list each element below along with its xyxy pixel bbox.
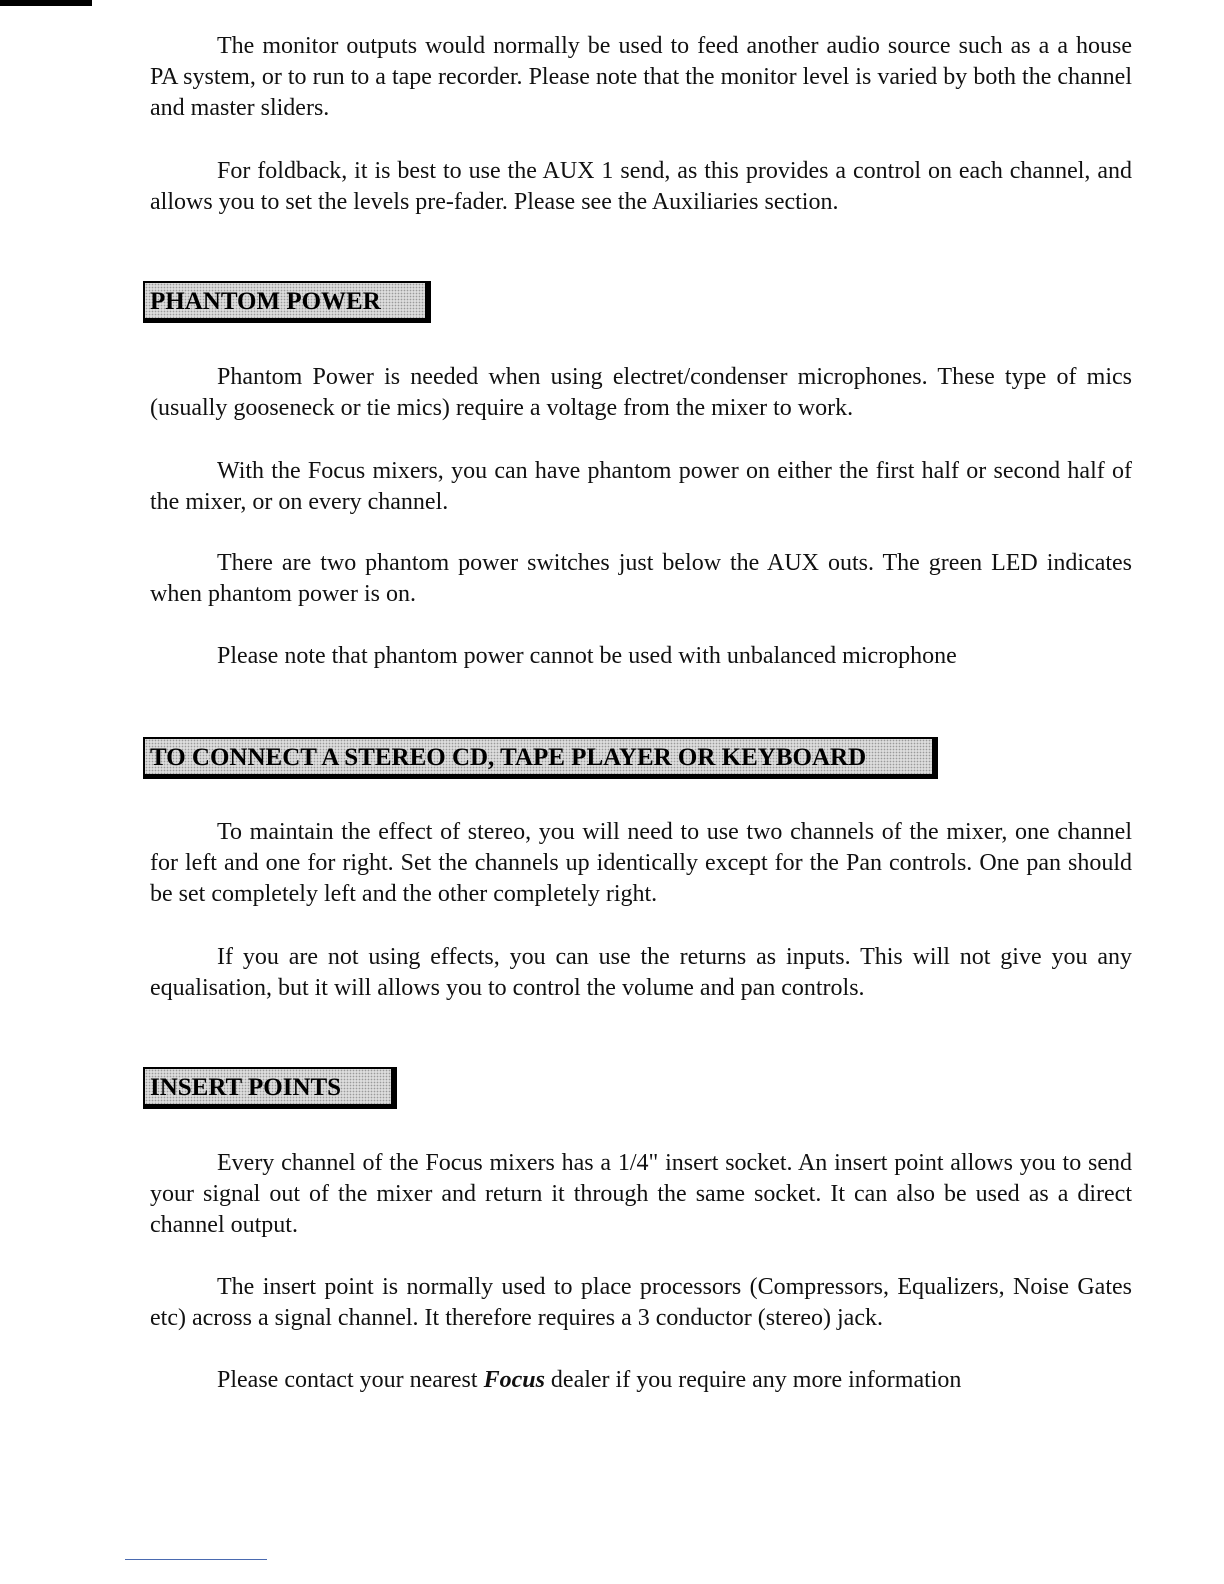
contact-text-before: Please contact your nearest <box>217 1367 484 1393</box>
heading-insert-points: INSERT POINTS <box>143 1067 397 1109</box>
foldback-paragraph: For foldback, it is best to use the AUX 1 send, as this provides a control on each channel, and allows you to set the levels pre-fader. Please see the Auxiliaries section. <box>150 158 1132 215</box>
stereo-channels-paragraph: To maintain the effect of stereo, you will need to use two channels of the mixer, one channel for left and one for right. Set the channels up identically except for the Pan controls. One pan should be set completely left and the other completely right. <box>150 819 1132 907</box>
contact-text-after: dealer if you require any more information <box>544 1367 962 1393</box>
phantom-focus-paragraph: With the Focus mixers, you can have phantom power on either the first half or second half of the mixer, or on every channel. <box>150 458 1132 515</box>
contact-dealer-paragraph <box>150 1365 1132 1396</box>
monitor-outputs-paragraph: The monitor outputs would normally be used to feed another audio source such as a a house PA system, or to run to a tape recorder. Please note that the monitor level is varied by both the channel and master sliders. <box>150 33 1132 121</box>
brand-focus: Focus <box>483 1367 545 1393</box>
phantom-intro-paragraph: Phantom Power is needed when using electret/condenser microphones. These type of mics (usually gooseneck or tie mics) require a voltage from the mixer to work. <box>150 364 1132 421</box>
insert-processors-paragraph: The insert point is normally used to place processors (Compressors, Equalizers, Noise Gates etc) across a signal channel. It therefore requires a 3 conductor (stereo) jack. <box>150 1274 1132 1331</box>
stereo-returns-paragraph: If you are not using effects, you can use the returns as inputs. This will not give you any equalisation, but it will allows you to control the volume and pan controls. <box>150 944 1132 1001</box>
phantom-note-paragraph: Please note that phantom power cannot be used with unbalanced microphone <box>217 643 957 669</box>
insert-socket-paragraph: Every channel of the Focus mixers has a 1/4" insert socket. An insert point allows you to send your signal out of the mixer and return it through the same socket. It can also be used as a direct channel output. <box>150 1150 1132 1238</box>
heading-phantom-power: PHANTOM POWER <box>143 281 431 323</box>
phantom-switches-paragraph: There are two phantom power switches just below the AUX outs. The green LED indicates when phantom power is on. <box>150 550 1132 607</box>
heading-stereo-connect: TO CONNECT A STEREO CD, TAPE PLAYER OR KEYBOARD <box>143 737 938 779</box>
bottom-rule <box>125 1559 267 1560</box>
page-edge-mark <box>0 0 92 6</box>
